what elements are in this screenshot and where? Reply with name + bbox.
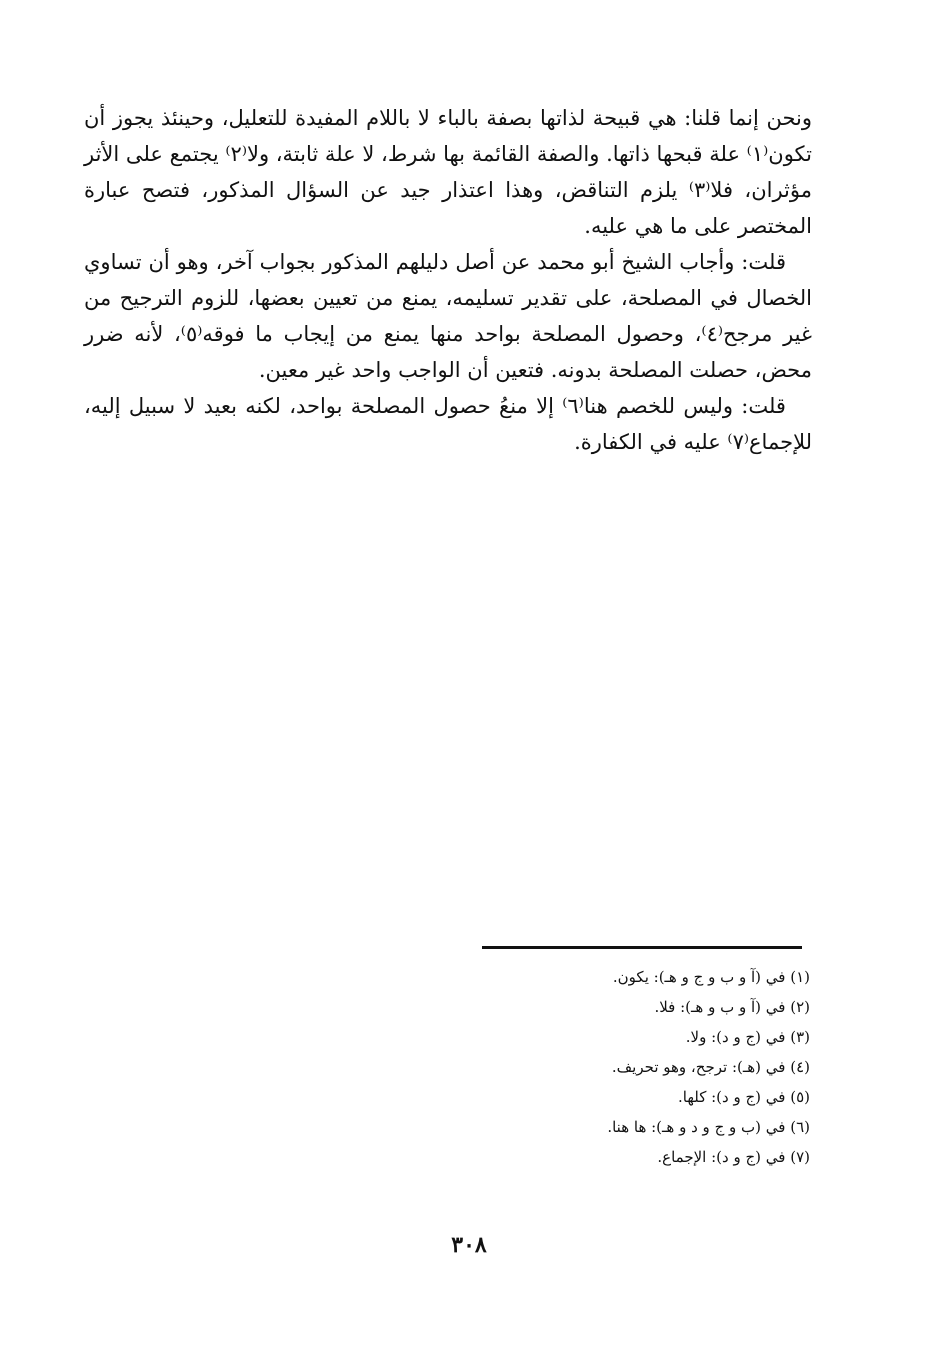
- page-number: ٣٠٨: [451, 1232, 487, 1258]
- footnote-3: (٣) في (ج و د): ولا.: [685, 1028, 810, 1046]
- paragraph-2: قلت: وأجاب الشيخ أبو محمد عن أصل دليلهم المذكور بجواب آخر، وهو أن تساوي الخصال في المصلحة، على تقدير تسليمه، يمنع من تعيين بعضها، للزوم الترجيح من غير مرجح⁽٤⁾، وحصول المصلحة بواحد منها يمنع من إيجاب ما فوقه⁽٥⁾، لأنه ضرر محض، حصلت المصلحة بدونه. فتعين أن الواجب واحد غير معين.: [84, 250, 812, 382]
- footnote-7: (٧) في (ج و د): الإجماع.: [657, 1148, 810, 1166]
- main-text: [84, 100, 812, 460]
- footnote-4: (٤) في (هـ): ترجح، وهو تحريف.: [611, 1058, 810, 1076]
- footnote-1: (١) في (آ و ب و ج و هـ): يكون.: [612, 968, 810, 986]
- footnote-divider: [482, 946, 802, 949]
- paragraph-1: ونحن إنما قلنا: هي قبيحة لذاتها بصفة بالباء لا باللام المفيدة للتعليل، وحينئذ يجوز أن تكون⁽١⁾ علة قبحها ذاتها. والصفة القائمة بها شرط، لا علة ثابتة، ولا⁽٢⁾ يجتمع على الأثر مؤثران، فلا⁽٣⁾ يلزم التناقض، وهذا اعتذار جيد عن السؤال المذكور، فتصح عبارة المختصر على ما هي عليه.: [84, 106, 812, 238]
- paragraph-3: قلت: وليس للخصم هنا⁽٦⁾ إلا منعُ حصول المصلحة بواحد، لكنه بعيد لا سبيل إليه، للإجماع⁽٧⁾ عليه في الكفارة.: [84, 394, 812, 454]
- footnote-5: (٥) في (ج و د): كلها.: [677, 1088, 810, 1106]
- footnote-2: (٢) في (آ و ب و هـ): فلا.: [654, 998, 810, 1016]
- footnote-6: (٦) في (ب و ج و د و هـ): ها هنا.: [607, 1118, 810, 1136]
- footnotes: [420, 962, 810, 1172]
